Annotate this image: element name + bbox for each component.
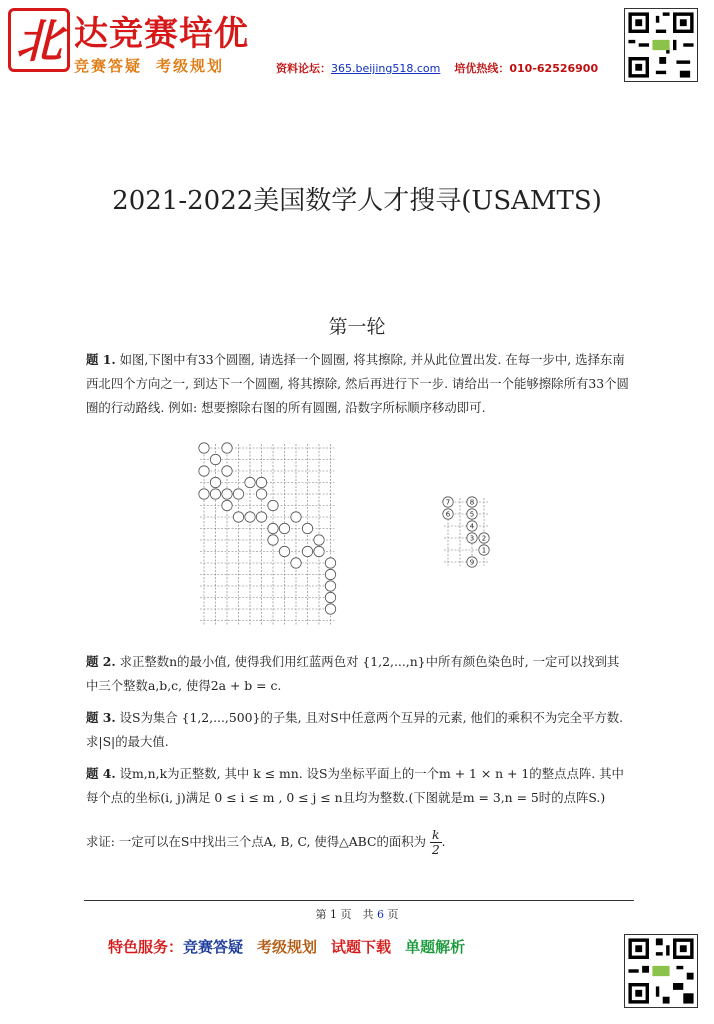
service-planning[interactable]: 考级规划 bbox=[257, 938, 318, 956]
qr-code-icon bbox=[624, 934, 698, 1008]
problem-3 bbox=[86, 706, 631, 754]
fraction-denominator: 2 bbox=[431, 842, 440, 857]
proof-end: . bbox=[441, 834, 446, 849]
problem-2 bbox=[86, 650, 631, 698]
page-mid: 页 共 bbox=[340, 908, 374, 921]
example-circle-label: 1 bbox=[481, 546, 487, 555]
proof-statement bbox=[86, 828, 631, 857]
grid-circle bbox=[291, 558, 301, 568]
brand-logo: 北 bbox=[8, 8, 70, 72]
problem-text: 设m,n,k为正整数, 其中 k ≤ mn. 设S为坐标平面上的一个m + 1 × n + 1的整点点阵. 其中每个点的坐标(i, j)满足 0 ≤ i ≤ m , 0 ≤ j ≤ n且均为整数.(下图就是m = 3,n = 5时的点阵S.) bbox=[86, 766, 624, 805]
problem-4 bbox=[86, 762, 631, 810]
grid-circle bbox=[325, 604, 335, 614]
grid-circle bbox=[302, 523, 312, 533]
example-circle-label: 4 bbox=[469, 522, 475, 531]
grid-circle bbox=[222, 443, 232, 453]
grid-circle bbox=[199, 466, 209, 476]
page-total: 6 bbox=[377, 908, 384, 921]
problem-label: 题 3. bbox=[86, 710, 116, 725]
tagline-2: 考级规划 bbox=[156, 57, 225, 75]
grid-circle bbox=[210, 477, 220, 487]
page-suffix: 页 bbox=[387, 908, 399, 921]
grid-circle bbox=[256, 489, 266, 499]
forum-link[interactable]: 365.beijing518.com bbox=[331, 62, 441, 75]
hotline-number: 010-62526900 bbox=[509, 62, 599, 75]
problem-1 bbox=[86, 348, 631, 420]
circle-grid-figure bbox=[196, 440, 346, 630]
grid-circle bbox=[314, 546, 324, 556]
grid-circle bbox=[233, 489, 243, 499]
example-circle-label: 3 bbox=[469, 534, 475, 543]
problem-label: 题 2. bbox=[86, 654, 116, 669]
grid-circle bbox=[325, 558, 335, 568]
grid-circle bbox=[302, 546, 312, 556]
example-circle-label: 8 bbox=[469, 498, 475, 507]
brand-title: 达竞赛培优 bbox=[74, 14, 249, 54]
services-label: 特色服务： bbox=[108, 938, 184, 956]
grid-circle bbox=[245, 512, 255, 522]
grid-circle bbox=[256, 477, 266, 487]
round-heading: 第一轮 bbox=[328, 316, 386, 338]
grid-circle bbox=[314, 535, 324, 545]
grid-circle bbox=[279, 523, 289, 533]
grid-circle bbox=[279, 546, 289, 556]
example-circle-label: 7 bbox=[445, 498, 451, 507]
grid-circle bbox=[199, 443, 209, 453]
tagline-1: 竞赛答疑 bbox=[74, 57, 143, 75]
services-bar bbox=[108, 936, 465, 957]
qr-code-icon bbox=[624, 8, 698, 82]
grid-circle bbox=[268, 500, 278, 510]
footer-divider bbox=[84, 900, 634, 901]
service-download[interactable]: 试题下载 bbox=[331, 938, 392, 956]
grid-circle bbox=[268, 535, 278, 545]
grid-circle bbox=[291, 512, 301, 522]
grid-circle bbox=[245, 477, 255, 487]
problem-text: 求正整数n的最小值, 使得我们用红蓝两色对 {1,2,...,n}中所有颜色染色时, 一定可以找到其中三个整数a,b,c, 使得2a + b = c. bbox=[86, 654, 620, 693]
example-circle-label: 6 bbox=[445, 510, 451, 519]
grid-circle bbox=[325, 581, 335, 591]
example-circle-label: 9 bbox=[469, 558, 475, 567]
problem-label: 题 1. bbox=[86, 352, 116, 367]
grid-circle bbox=[325, 569, 335, 579]
problem-label: 题 4. bbox=[86, 766, 116, 781]
problem-text: 如图,下图中有33个圆圈, 请选择一个圆圈, 将其擦除, 并从此位置出发. 在每一步中, 选择东南西北四个方向之一, 到达下一个圆圈, 将其擦除, 然后再进行下一步. 请给出一个能够擦除所有33个圆圈的行动路线. 例如: 想要擦除右图的所有圆圈, 沿数字所标顺序移动即可. bbox=[86, 352, 629, 415]
forum-label: 资料论坛： bbox=[276, 62, 331, 75]
hotline-label: 培优热线： bbox=[454, 62, 510, 75]
header-info bbox=[276, 60, 598, 76]
example-circle-label: 5 bbox=[469, 510, 475, 519]
grid-circle bbox=[210, 489, 220, 499]
brand-tagline bbox=[74, 55, 238, 76]
fraction bbox=[430, 828, 442, 857]
grid-circle bbox=[256, 512, 266, 522]
grid-circle bbox=[222, 500, 232, 510]
page-prefix: 第 bbox=[315, 908, 327, 921]
grid-circle bbox=[210, 454, 220, 464]
grid-circle bbox=[222, 489, 232, 499]
document-title: 2021-2022美国数学人才搜寻(USAMTS) bbox=[112, 186, 602, 216]
grid-circle bbox=[222, 466, 232, 476]
service-analysis[interactable]: 单题解析 bbox=[405, 938, 466, 956]
proof-text: 求证: 一定可以在S中找出三个点A, B, C, 使得△ABC的面积为 bbox=[86, 834, 427, 849]
example-circle-label: 2 bbox=[481, 534, 487, 543]
grid-circle bbox=[199, 489, 209, 499]
example-grid-figure bbox=[440, 494, 496, 570]
page-current: 1 bbox=[330, 908, 337, 921]
grid-circle bbox=[325, 592, 335, 602]
service-qa[interactable]: 竞赛答疑 bbox=[183, 938, 244, 956]
fraction-numerator: k bbox=[432, 827, 440, 842]
problem-text: 设S为集合 {1,2,...,500}的子集, 且对S中任意两个互异的元素, 他们的乘积不为完全平方数. 求|S|的最大值. bbox=[86, 710, 624, 749]
page-number bbox=[0, 906, 714, 922]
grid-circle bbox=[233, 512, 243, 522]
grid-circle bbox=[268, 523, 278, 533]
